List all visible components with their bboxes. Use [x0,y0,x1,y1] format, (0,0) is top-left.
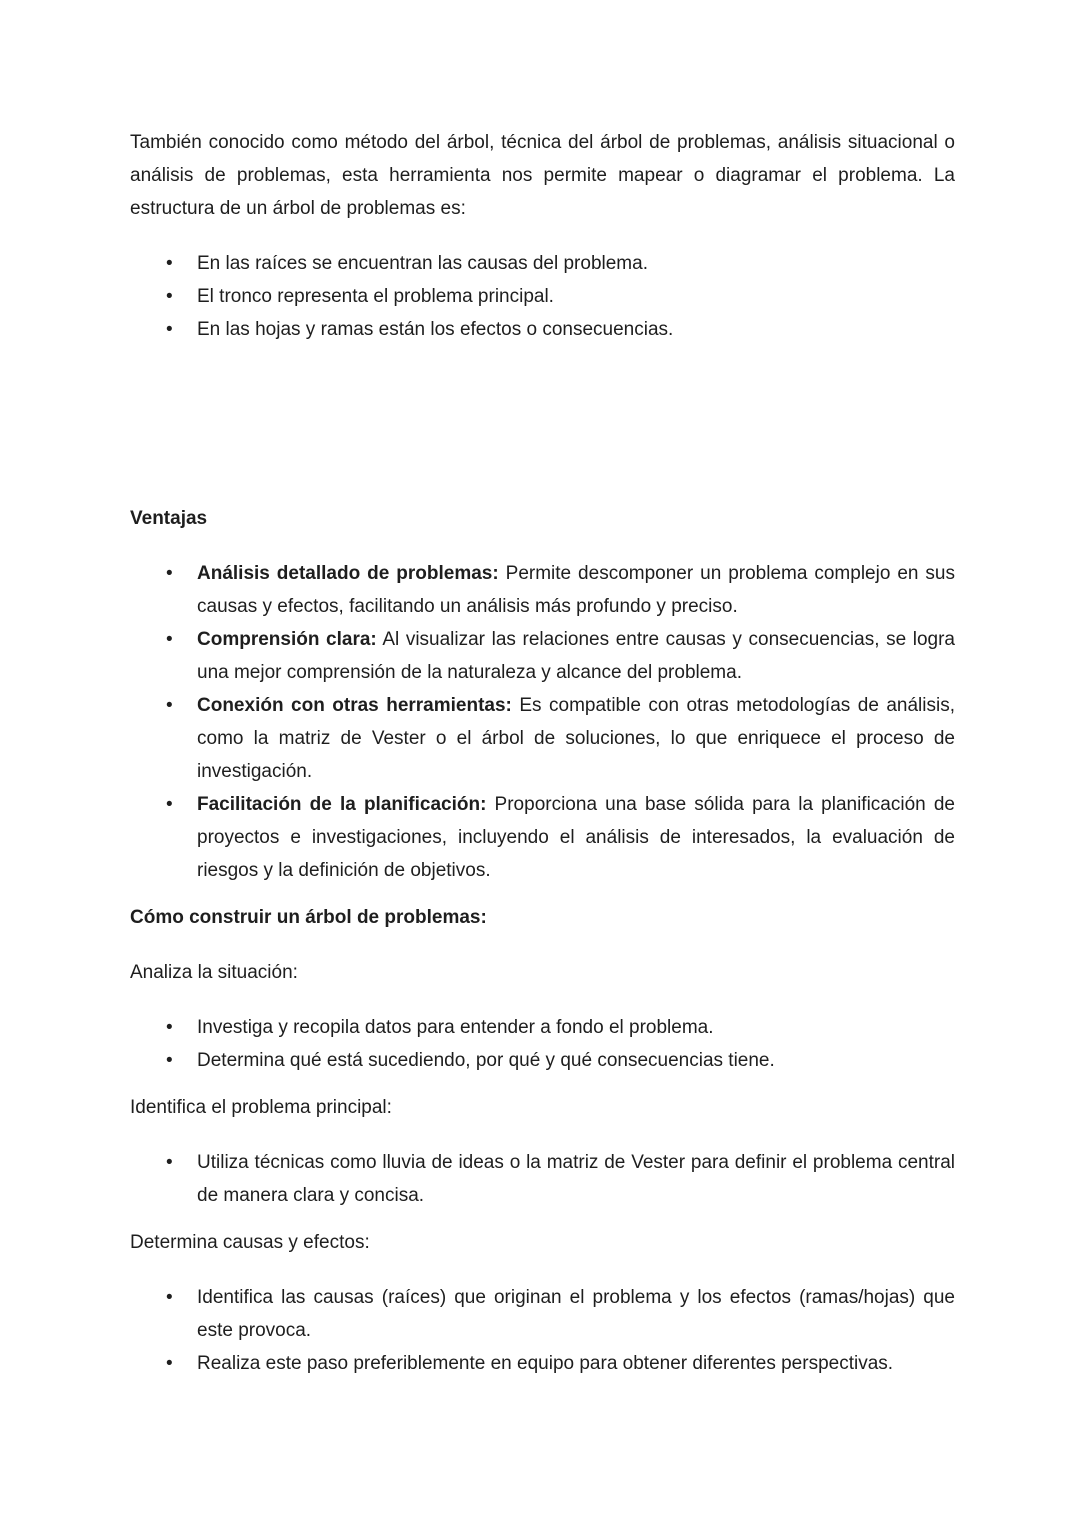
determina-list [130,1281,955,1380]
advantage-title: Facilitación de la planificación: [197,794,487,815]
advantage-text: Al visualizar las relaciones entre causas y consecuencias, se logra una mejor comprensión de la naturaleza y alcance del problema. [197,629,955,683]
advantage-item [130,689,955,788]
ventajas-heading: Ventajas [130,508,208,529]
list-item: • Utiliza técnicas como lluvia de ideas o la matriz de Vester para definir el problema central de manera clara y concisa. [130,1146,955,1212]
step-label-analiza: Analiza la situación: [130,962,298,983]
blank-section-gap [130,360,955,502]
list-item: • En las raíces se encuentran las causas del problema. [130,247,955,280]
advantage-title: Comprensión clara: [197,629,377,650]
advantage-text: Permite descomponer un problema complejo en sus causas y efectos, facilitando un análisis más profundo y preciso. [197,563,955,617]
list-item: • Determina qué está sucediendo, por qué y qué consecuencias tiene. [130,1044,955,1077]
list-item: • Investiga y recopila datos para entender a fondo el problema. [130,1011,955,1044]
structure-list [130,247,955,346]
step-label-determina: Determina causas y efectos: [130,1232,370,1253]
advantage-item [130,557,955,623]
advantage-text: Es compatible con otras metodologías de análisis, como la matriz de Vester o el árbol de soluciones, lo que enriquece el proceso de investigación. [197,695,956,782]
list-item: • Realiza este paso preferiblemente en equipo para obtener diferentes perspectivas. [130,1347,955,1380]
list-item: • Identifica las causas (raíces) que originan el problema y los efectos (ramas/hojas) que este provoca. [130,1281,955,1347]
como-construir-heading: Cómo construir un árbol de problemas: [130,907,487,928]
analiza-list [130,1011,955,1077]
list-item: • El tronco representa el problema principal. [130,280,955,313]
ventajas-list [130,557,955,887]
advantage-text: Proporciona una base sólida para la planificación de proyectos e investigaciones, incluyendo el análisis de interesados, la evaluación de riesgos y la definición de objetivos. [197,794,956,881]
identifica-list [130,1146,955,1212]
advantage-item [130,623,955,689]
list-item: • En las hojas y ramas están los efectos o consecuencias. [130,313,955,346]
intro-paragraph: También conocido como método del árbol, técnica del árbol de problemas, análisis situacional o análisis de problemas, esta herramienta nos permite mapear o diagramar el problema. La estructura de un árbol de problemas es: [130,132,955,219]
advantage-title: Conexión con otras herramientas: [197,695,512,716]
advantage-item [130,788,955,887]
advantage-title: Análisis detallado de problemas: [197,563,499,584]
step-label-identifica: Identifica el problema principal: [130,1097,392,1118]
